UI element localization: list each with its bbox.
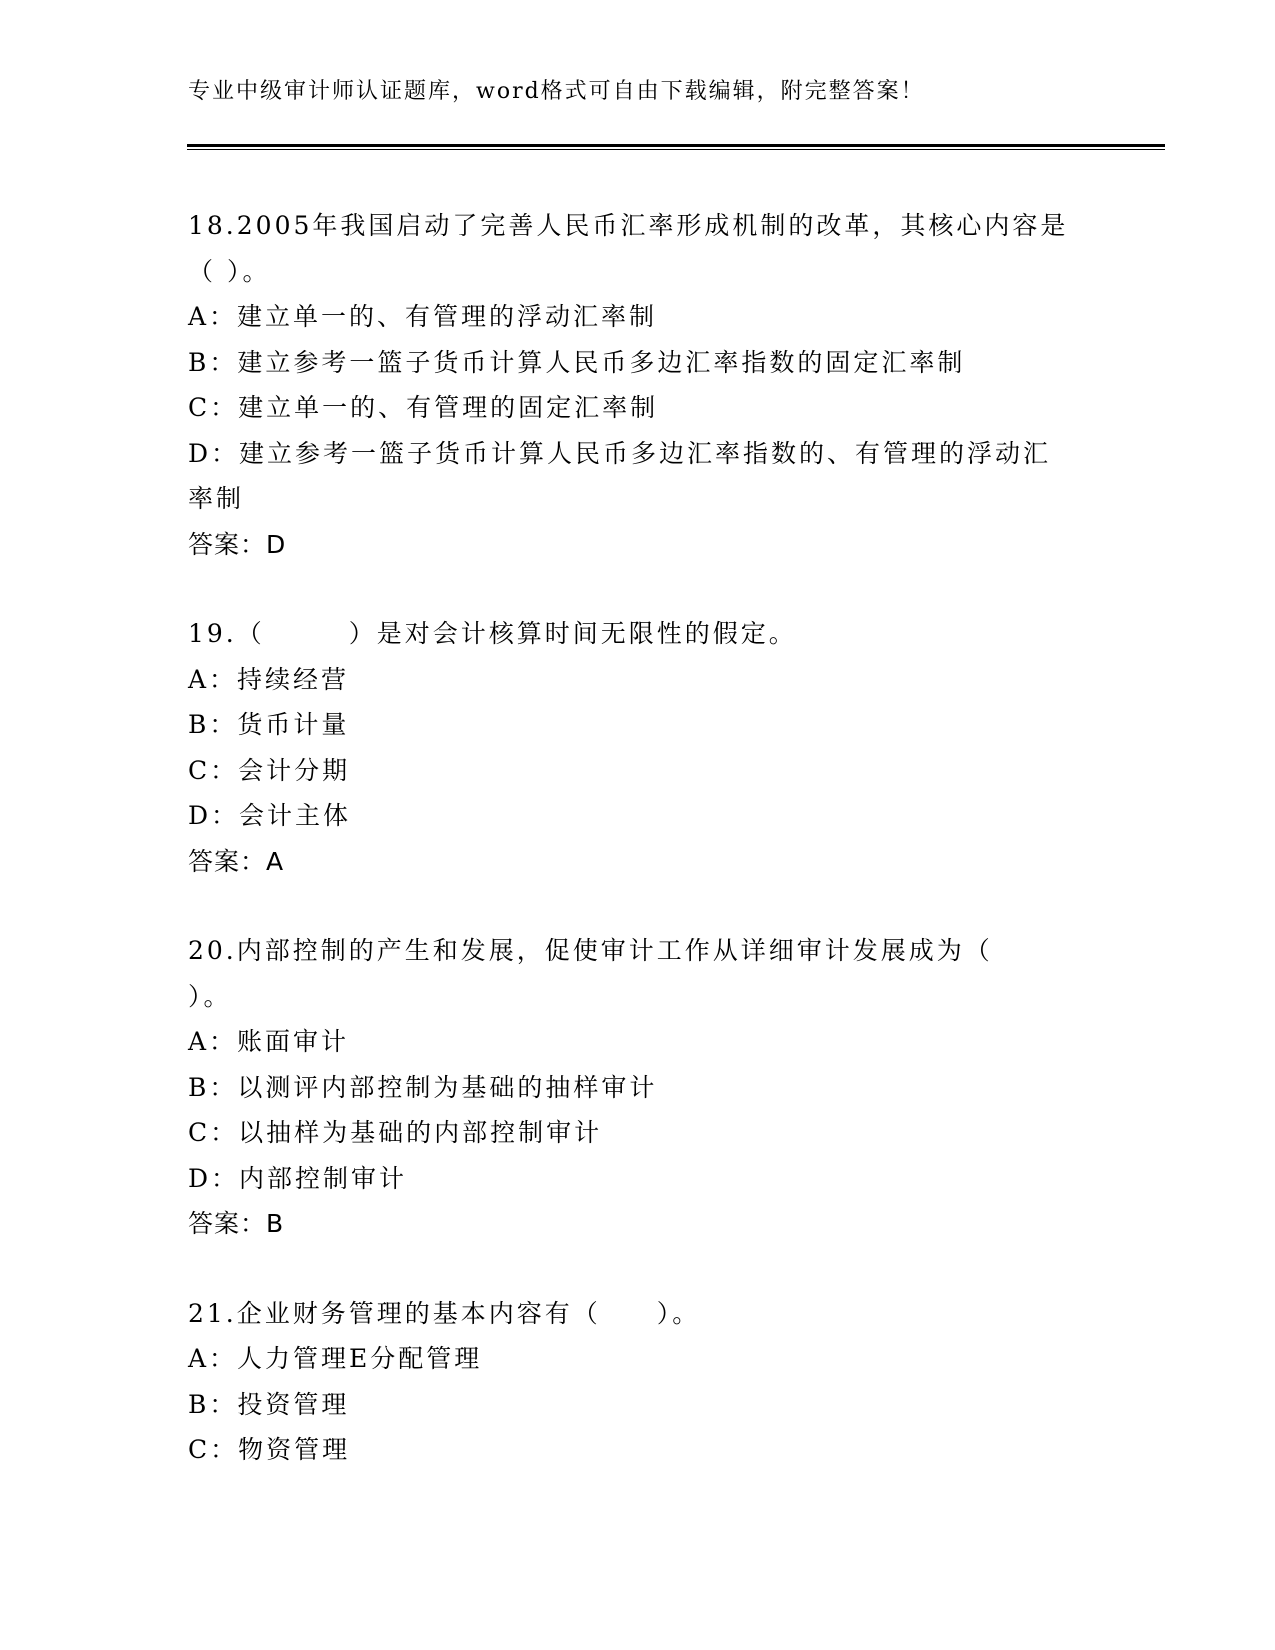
option-b: B：投资管理 xyxy=(188,1389,350,1419)
option-d: D：内部控制审计 xyxy=(188,1163,408,1193)
option-d-continued: 率制 xyxy=(188,484,245,513)
header-divider xyxy=(187,144,1165,150)
option-a: A：人力管理E分配管理 xyxy=(188,1344,483,1373)
option-a: A：建立单一的、有管理的浮动汇率制 xyxy=(188,302,658,331)
answer: 答案：A xyxy=(188,846,285,876)
question-18 xyxy=(188,203,1088,567)
question-stem-line: 19.（ ）是对会计核算时间无限性的假定。 xyxy=(188,619,797,648)
question-stem-line: 18.2005年我国启动了完善人民币汇率形成机制的改革，其核心内容是 xyxy=(188,211,1069,240)
option-c: C：以抽样为基础的内部控制审计 xyxy=(188,1118,603,1147)
question-stem-line: （ ）。 xyxy=(188,256,271,286)
option-b: B：以测评内部控制为基础的抽样审计 xyxy=(188,1072,658,1102)
answer: 答案：B xyxy=(188,1209,285,1238)
option-a: A：账面审计 xyxy=(188,1027,350,1056)
option-b: B：货币计量 xyxy=(188,710,350,739)
option-a: A：持续经营 xyxy=(188,664,350,694)
page-header: 专业中级审计师认证题库，word格式可自由下载编辑，附完整答案！ xyxy=(188,79,925,104)
option-d: D：建立参考一篮子货币计算人民币多边汇率指数的、有管理的浮动汇 xyxy=(188,438,1052,468)
answer: 答案：D xyxy=(188,529,287,559)
option-c: C：物资管理 xyxy=(188,1435,351,1464)
question-stem-line: 20.内部控制的产生和发展，促使审计工作从详细审计发展成为（ xyxy=(188,936,993,965)
question-20 xyxy=(188,928,1088,1247)
question-19 xyxy=(188,611,1088,884)
question-stem-line: ）。 xyxy=(188,981,232,1011)
option-b: B：建立参考一篮子货币计算人民币多边汇率指数的固定汇率制 xyxy=(188,347,966,377)
question-list xyxy=(188,203,1088,1517)
option-d: D：会计主体 xyxy=(188,801,352,830)
question-stem-line: 21.企业财务管理的基本内容有（ ）。 xyxy=(188,1298,701,1328)
option-c: C：建立单一的、有管理的固定汇率制 xyxy=(188,393,659,422)
question-21 xyxy=(188,1291,1088,1473)
option-c: C：会计分期 xyxy=(188,755,351,785)
